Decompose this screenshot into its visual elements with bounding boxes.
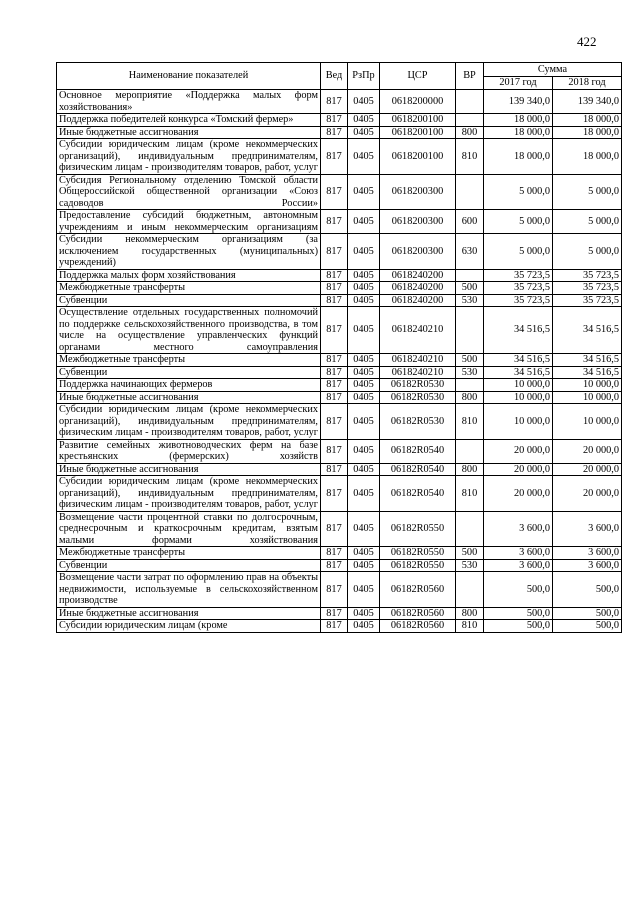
- table-row: [57, 269, 622, 282]
- row-name: Развитие семейных животноводческих ферм на базе крестьянских (фермерских) хозяйств: [57, 439, 321, 463]
- row-name: Осуществление отдельных государственных полномочий по поддержке сельскохозяйственного производства, в том числе на осуществление управленческих функций органами местного самоуправления: [57, 307, 321, 354]
- row-vr: 530: [456, 559, 484, 572]
- row-sum-2018: 20 000,0: [553, 463, 622, 476]
- row-rzpr: 0405: [348, 439, 380, 463]
- row-vr: [456, 307, 484, 354]
- row-vr: 630: [456, 234, 484, 270]
- table-row: [57, 511, 622, 547]
- row-rzpr: 0405: [348, 282, 380, 295]
- row-sum-2018: 3 600,0: [553, 547, 622, 560]
- row-vr: [456, 572, 484, 608]
- row-name: Субсидии юридическим лицам (кроме некоммерческих организаций), индивидуальным предпринимателям, физическим лицам - производителям товаров, работ, услуг: [57, 404, 321, 440]
- page-number: 422: [577, 34, 597, 49]
- row-csr: 0618200000: [380, 90, 456, 114]
- row-sum-2018: 500,0: [553, 572, 622, 608]
- table-row: [57, 547, 622, 560]
- row-ved: 817: [321, 607, 348, 620]
- row-name: Предоставление субсидий бюджетным, автономным учреждениям и иным некоммерческим организациям: [57, 210, 321, 234]
- table-row: [57, 210, 622, 234]
- row-vr: 800: [456, 463, 484, 476]
- header-csr: ЦСР: [380, 63, 456, 90]
- row-csr: 0618240200: [380, 294, 456, 307]
- row-ved: 817: [321, 439, 348, 463]
- row-sum-2017: 3 600,0: [484, 547, 553, 560]
- row-vr: [456, 90, 484, 114]
- row-rzpr: 0405: [348, 559, 380, 572]
- row-name: Субсидии некоммерческим организациям (за исключением государственных (муниципальных) учреждений): [57, 234, 321, 270]
- row-name: Субсидии юридическим лицам (кроме: [57, 620, 321, 633]
- row-csr: 06182R0550: [380, 511, 456, 547]
- row-ved: 817: [321, 620, 348, 633]
- row-name: Субвенции: [57, 294, 321, 307]
- row-rzpr: 0405: [348, 511, 380, 547]
- row-sum-2018: 5 000,0: [553, 210, 622, 234]
- row-name: Субсидии юридическим лицам (кроме некоммерческих организаций), индивидуальным предпринимателям, физическим лицам - производителям товаров, работ, услуг: [57, 476, 321, 512]
- row-csr: 0618200300: [380, 210, 456, 234]
- row-sum-2017: 500,0: [484, 620, 553, 633]
- row-sum-2018: 20 000,0: [553, 439, 622, 463]
- row-vr: [456, 439, 484, 463]
- header-year-2018: 2018 год: [553, 77, 622, 90]
- row-ved: 817: [321, 366, 348, 379]
- table-row: [57, 174, 622, 210]
- row-sum-2017: 139 340,0: [484, 90, 553, 114]
- row-sum-2017: 20 000,0: [484, 476, 553, 512]
- row-sum-2017: 34 516,5: [484, 366, 553, 379]
- row-ved: 817: [321, 379, 348, 392]
- row-rzpr: 0405: [348, 463, 380, 476]
- row-rzpr: 0405: [348, 572, 380, 608]
- row-vr: 530: [456, 366, 484, 379]
- row-rzpr: 0405: [348, 620, 380, 633]
- row-sum-2018: 500,0: [553, 620, 622, 633]
- row-vr: 810: [456, 620, 484, 633]
- row-sum-2018: 500,0: [553, 607, 622, 620]
- row-sum-2018: 18 000,0: [553, 126, 622, 139]
- row-ved: 817: [321, 307, 348, 354]
- row-rzpr: 0405: [348, 234, 380, 270]
- row-csr: 0618200300: [380, 174, 456, 210]
- row-ved: 817: [321, 391, 348, 404]
- row-sum-2018: 3 600,0: [553, 511, 622, 547]
- table-row: [57, 114, 622, 127]
- row-name: Иные бюджетные ассигнования: [57, 607, 321, 620]
- row-vr: 500: [456, 282, 484, 295]
- row-sum-2017: 500,0: [484, 572, 553, 608]
- row-sum-2017: 35 723,5: [484, 269, 553, 282]
- row-sum-2018: 10 000,0: [553, 379, 622, 392]
- row-name: Субсидия Региональному отделению Томской области Общероссийской общественной организации «Союз садоводов России»: [57, 174, 321, 210]
- row-ved: 817: [321, 90, 348, 114]
- row-name: Иные бюджетные ассигнования: [57, 126, 321, 139]
- row-rzpr: 0405: [348, 114, 380, 127]
- row-rzpr: 0405: [348, 391, 380, 404]
- row-name: Межбюджетные трансферты: [57, 282, 321, 295]
- header-sum: Сумма: [484, 63, 622, 77]
- row-vr: [456, 174, 484, 210]
- row-csr: 06182R0540: [380, 463, 456, 476]
- row-csr: 06182R0550: [380, 559, 456, 572]
- row-ved: 817: [321, 572, 348, 608]
- row-ved: 817: [321, 547, 348, 560]
- row-sum-2017: 34 516,5: [484, 354, 553, 367]
- row-sum-2017: 10 000,0: [484, 404, 553, 440]
- row-sum-2017: 34 516,5: [484, 307, 553, 354]
- row-vr: 800: [456, 607, 484, 620]
- table-row: [57, 620, 622, 633]
- row-vr: 600: [456, 210, 484, 234]
- row-rzpr: 0405: [348, 354, 380, 367]
- row-sum-2017: 5 000,0: [484, 174, 553, 210]
- row-csr: 06182R0540: [380, 476, 456, 512]
- row-ved: 817: [321, 210, 348, 234]
- row-name: Возмещение части затрат по оформлению прав на объекты недвижимости, используемые в сельскохозяйственном производстве: [57, 572, 321, 608]
- header-vr: ВР: [456, 63, 484, 90]
- table-row: [57, 559, 622, 572]
- row-name: Возмещение части процентной ставки по долгосрочным, среднесрочным и краткосрочным кредитам, взятым малыми формами хозяйствования: [57, 511, 321, 547]
- row-sum-2018: 34 516,5: [553, 354, 622, 367]
- row-ved: 817: [321, 282, 348, 295]
- row-sum-2017: 3 600,0: [484, 511, 553, 547]
- row-sum-2017: 10 000,0: [484, 391, 553, 404]
- row-csr: 06182R0560: [380, 607, 456, 620]
- row-ved: 817: [321, 126, 348, 139]
- row-csr: 0618240200: [380, 282, 456, 295]
- row-sum-2017: 18 000,0: [484, 114, 553, 127]
- row-ved: 817: [321, 294, 348, 307]
- row-sum-2018: 34 516,5: [553, 366, 622, 379]
- row-sum-2018: 139 340,0: [553, 90, 622, 114]
- row-sum-2018: 3 600,0: [553, 559, 622, 572]
- row-rzpr: 0405: [348, 294, 380, 307]
- row-csr: 06182R0530: [380, 391, 456, 404]
- table-row: [57, 294, 622, 307]
- row-ved: 817: [321, 139, 348, 175]
- row-sum-2017: 18 000,0: [484, 139, 553, 175]
- row-vr: [456, 511, 484, 547]
- row-rzpr: 0405: [348, 210, 380, 234]
- row-name: Поддержка малых форм хозяйствования: [57, 269, 321, 282]
- header-rzpr: РзПр: [348, 63, 380, 90]
- row-ved: 817: [321, 269, 348, 282]
- row-vr: 800: [456, 391, 484, 404]
- row-rzpr: 0405: [348, 547, 380, 560]
- row-sum-2018: 35 723,5: [553, 282, 622, 295]
- budget-table: [56, 62, 622, 633]
- row-rzpr: 0405: [348, 269, 380, 282]
- row-sum-2017: 35 723,5: [484, 282, 553, 295]
- row-vr: [456, 114, 484, 127]
- table-row: [57, 307, 622, 354]
- row-csr: 0618240210: [380, 354, 456, 367]
- row-vr: 810: [456, 139, 484, 175]
- header-year-2017: 2017 год: [484, 77, 553, 90]
- row-vr: 500: [456, 547, 484, 560]
- row-sum-2017: 5 000,0: [484, 210, 553, 234]
- row-vr: [456, 379, 484, 392]
- row-rzpr: 0405: [348, 126, 380, 139]
- row-rzpr: 0405: [348, 90, 380, 114]
- row-sum-2018: 20 000,0: [553, 476, 622, 512]
- row-rzpr: 0405: [348, 404, 380, 440]
- row-vr: 810: [456, 404, 484, 440]
- row-sum-2018: 5 000,0: [553, 234, 622, 270]
- table-row: [57, 379, 622, 392]
- row-ved: 817: [321, 234, 348, 270]
- row-csr: 0618200300: [380, 234, 456, 270]
- row-rzpr: 0405: [348, 139, 380, 175]
- row-sum-2018: 10 000,0: [553, 391, 622, 404]
- row-name: Субвенции: [57, 366, 321, 379]
- row-csr: 0618200100: [380, 126, 456, 139]
- row-sum-2018: 35 723,5: [553, 294, 622, 307]
- row-sum-2017: 18 000,0: [484, 126, 553, 139]
- row-ved: 817: [321, 114, 348, 127]
- row-rzpr: 0405: [348, 366, 380, 379]
- table-row: [57, 476, 622, 512]
- row-csr: 06182R0530: [380, 379, 456, 392]
- row-name: Межбюджетные трансферты: [57, 547, 321, 560]
- row-name: Субвенции: [57, 559, 321, 572]
- row-rzpr: 0405: [348, 307, 380, 354]
- row-sum-2017: 5 000,0: [484, 234, 553, 270]
- row-sum-2018: 5 000,0: [553, 174, 622, 210]
- row-ved: 817: [321, 463, 348, 476]
- row-ved: 817: [321, 354, 348, 367]
- row-csr: 0618240200: [380, 269, 456, 282]
- table-row: [57, 572, 622, 608]
- table-row: [57, 439, 622, 463]
- row-csr: 0618240210: [380, 366, 456, 379]
- table-row: [57, 391, 622, 404]
- table-row: [57, 234, 622, 270]
- row-vr: 530: [456, 294, 484, 307]
- row-sum-2017: 3 600,0: [484, 559, 553, 572]
- row-csr: 06182R0550: [380, 547, 456, 560]
- row-vr: 800: [456, 126, 484, 139]
- table-row: [57, 366, 622, 379]
- row-sum-2018: 10 000,0: [553, 404, 622, 440]
- row-sum-2017: 35 723,5: [484, 294, 553, 307]
- row-csr: 0618200100: [380, 114, 456, 127]
- table-row: [57, 404, 622, 440]
- row-rzpr: 0405: [348, 379, 380, 392]
- header-ved: Вед: [321, 63, 348, 90]
- row-vr: 500: [456, 354, 484, 367]
- row-ved: 817: [321, 511, 348, 547]
- row-rzpr: 0405: [348, 607, 380, 620]
- row-sum-2018: 34 516,5: [553, 307, 622, 354]
- row-name: Иные бюджетные ассигнования: [57, 391, 321, 404]
- row-sum-2017: 500,0: [484, 607, 553, 620]
- row-sum-2018: 18 000,0: [553, 139, 622, 175]
- row-sum-2018: 18 000,0: [553, 114, 622, 127]
- row-sum-2017: 20 000,0: [484, 439, 553, 463]
- table-row: [57, 354, 622, 367]
- row-csr: 06182R0540: [380, 439, 456, 463]
- row-vr: 810: [456, 476, 484, 512]
- row-csr: 06182R0560: [380, 572, 456, 608]
- row-sum-2017: 20 000,0: [484, 463, 553, 476]
- row-csr: 06182R0530: [380, 404, 456, 440]
- row-name: Субсидии юридическим лицам (кроме некоммерческих организаций), индивидуальным предпринимателям, физическим лицам - производителям товаров, работ, услуг: [57, 139, 321, 175]
- header-name: Наименование показателей: [57, 63, 321, 90]
- row-rzpr: 0405: [348, 174, 380, 210]
- row-ved: 817: [321, 559, 348, 572]
- table-row: [57, 463, 622, 476]
- row-ved: 817: [321, 476, 348, 512]
- table-row: [57, 126, 622, 139]
- row-name: Основное мероприятие «Поддержка малых форм хозяйствования»: [57, 90, 321, 114]
- row-ved: 817: [321, 174, 348, 210]
- row-ved: 817: [321, 404, 348, 440]
- row-csr: 0618200100: [380, 139, 456, 175]
- table-row: [57, 607, 622, 620]
- table-row: [57, 90, 622, 114]
- row-name: Межбюджетные трансферты: [57, 354, 321, 367]
- row-csr: 06182R0560: [380, 620, 456, 633]
- row-name: Поддержка победителей конкурса «Томский фермер»: [57, 114, 321, 127]
- table-row: [57, 139, 622, 175]
- row-sum-2017: 10 000,0: [484, 379, 553, 392]
- row-rzpr: 0405: [348, 476, 380, 512]
- row-csr: 0618240210: [380, 307, 456, 354]
- table-row: [57, 282, 622, 295]
- row-sum-2018: 35 723,5: [553, 269, 622, 282]
- row-vr: [456, 269, 484, 282]
- row-name: Поддержка начинающих фермеров: [57, 379, 321, 392]
- row-name: Иные бюджетные ассигнования: [57, 463, 321, 476]
